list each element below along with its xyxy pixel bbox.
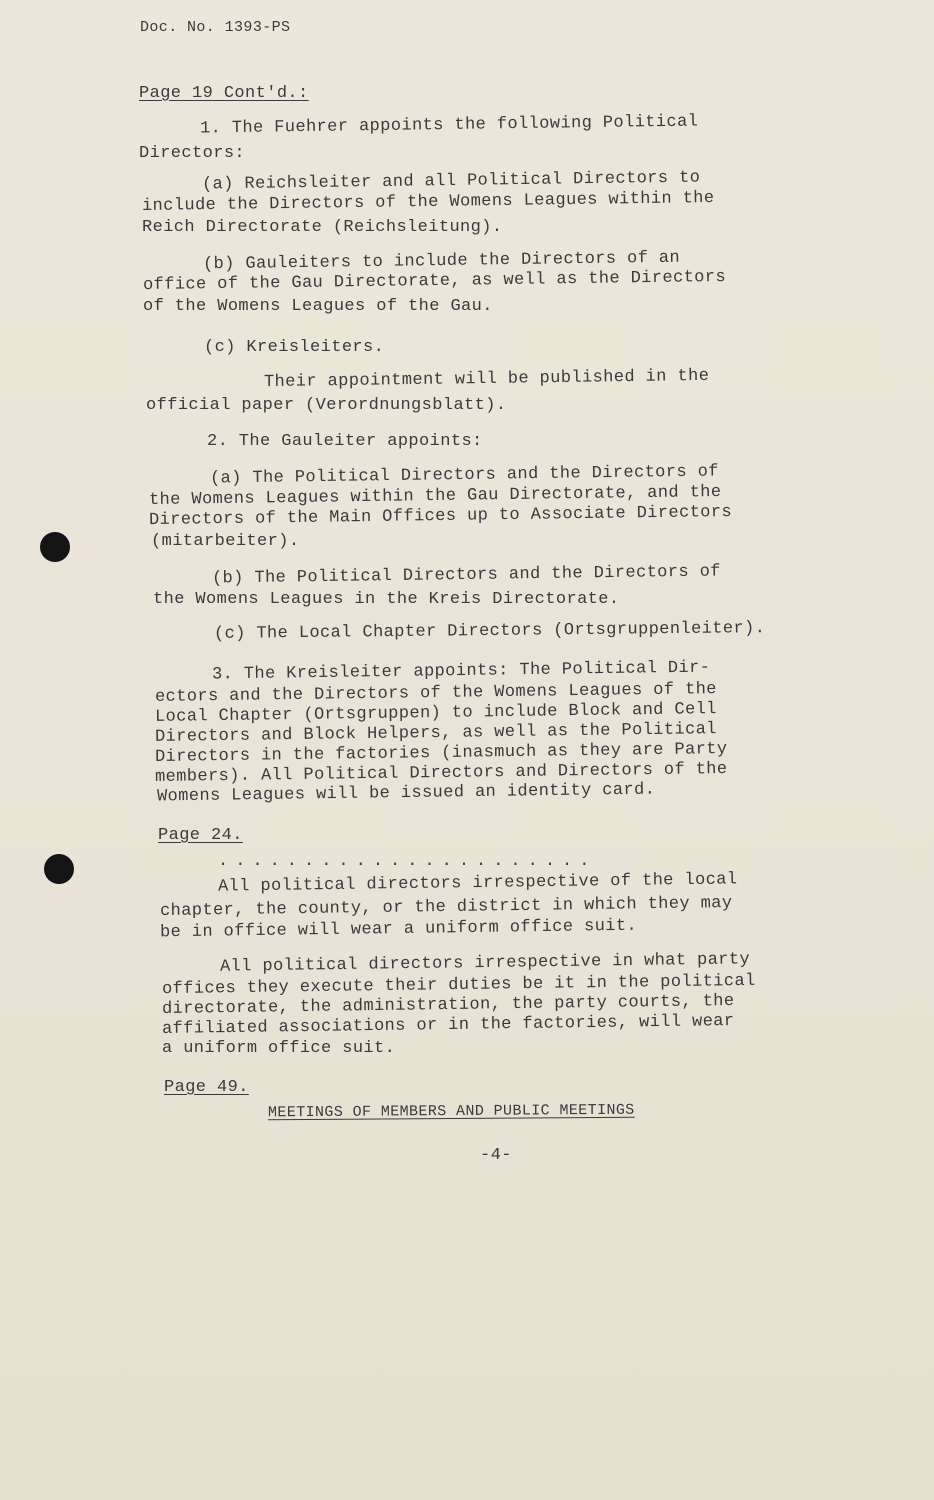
item1-line: 1. The Fuehrer appoints the following Political [199,112,699,139]
item1a-line: (a) Reichsleiter and all Political Directors to [201,168,701,195]
section-title-page-19: Page 19 Cont'd.: [139,84,309,103]
meetings-heading: MEETINGS OF MEMBERS AND PUBLIC MEETINGS [267,1101,635,1122]
section-title-page-49: Page 49. [164,1078,249,1097]
item1b-line: (b) Gauleiters to include the Directors of an [202,248,681,275]
p24-para2-line: affiliated associations or in the factories, will wear [161,1012,735,1039]
doc-number: Doc. No. 1393-PS [140,19,291,36]
item3-line: Directors in the factories (inasmuch as they are Party [154,740,728,767]
punch-hole-top [40,532,70,562]
p24-para2-line: directorate, the administration, the party courts, the [161,992,735,1019]
item1-note-line: official paper (Verordnungsblatt). [146,396,507,415]
item1b-line: office of the Gau Directorate, as well as the Directors [142,267,727,296]
item3-line: Womens Leagues will be issued an identity card. [156,780,656,807]
item3-line: Local Chapter (Ortsgruppen) to include Block and Cell [154,700,717,727]
section-title-page-24: Page 24. [158,826,243,845]
p24-para2-line: All political directors irrespective in what party [219,950,751,977]
item3-line: ectors and the Directors of the Womens Leagues of the [154,680,717,707]
item2a-line: (mitarbeiter). [151,532,300,551]
item2a-line: Directors of the Main Offices up to Associate Directors [148,502,733,531]
page-number: -4- [480,1146,512,1165]
item2a-line: the Womens Leagues within the Gau Directorate, and the [148,483,722,510]
item2b-line: the Womens Leagues in the Kreis Directorate. [153,590,620,609]
item1a-line: include the Directors of the Womens Leagues within the [141,189,715,216]
p24-para1-line: chapter, the county, or the district in which they may [159,894,733,921]
item1-line: Directors: [139,144,246,163]
p24-para2-line: offices they execute their duties be it in the political [161,971,756,1000]
p24-para2-line: a uniform office suit. [162,1039,396,1058]
item2a-line: (a) The Political Directors and the Directors of [209,462,719,489]
p24-para1-line: All political directors irrespective of the local [217,870,738,897]
item2c-line: (c) The Local Chapter Directors (Ortsgruppenleiter). [213,619,766,644]
p24-para1-line: be in office will wear a uniform office suit. [159,916,638,943]
item3-line: Directors and Block Helpers, as well as the Political [154,720,717,747]
item3-line: members). All Political Directors and Directors of the [154,760,728,787]
item1a-line: Reich Directorate (Reichsleitung). [142,218,503,237]
ellipsis-line: ...................... [218,852,597,871]
item1c-line: (c) Kreisleiters. [204,338,385,357]
item2b-line: (b) The Political Directors and the Directors of [211,562,721,589]
item2-intro: 2. The Gauleiter appoints: [207,432,483,451]
punch-hole-bottom [44,854,74,884]
item1b-line: of the Womens Leagues of the Gau. [143,297,493,316]
item3-line: 3. The Kreisleiter appoints: The Political Dir- [211,658,711,685]
item1-note-line: Their appointment will be published in the [263,366,710,393]
